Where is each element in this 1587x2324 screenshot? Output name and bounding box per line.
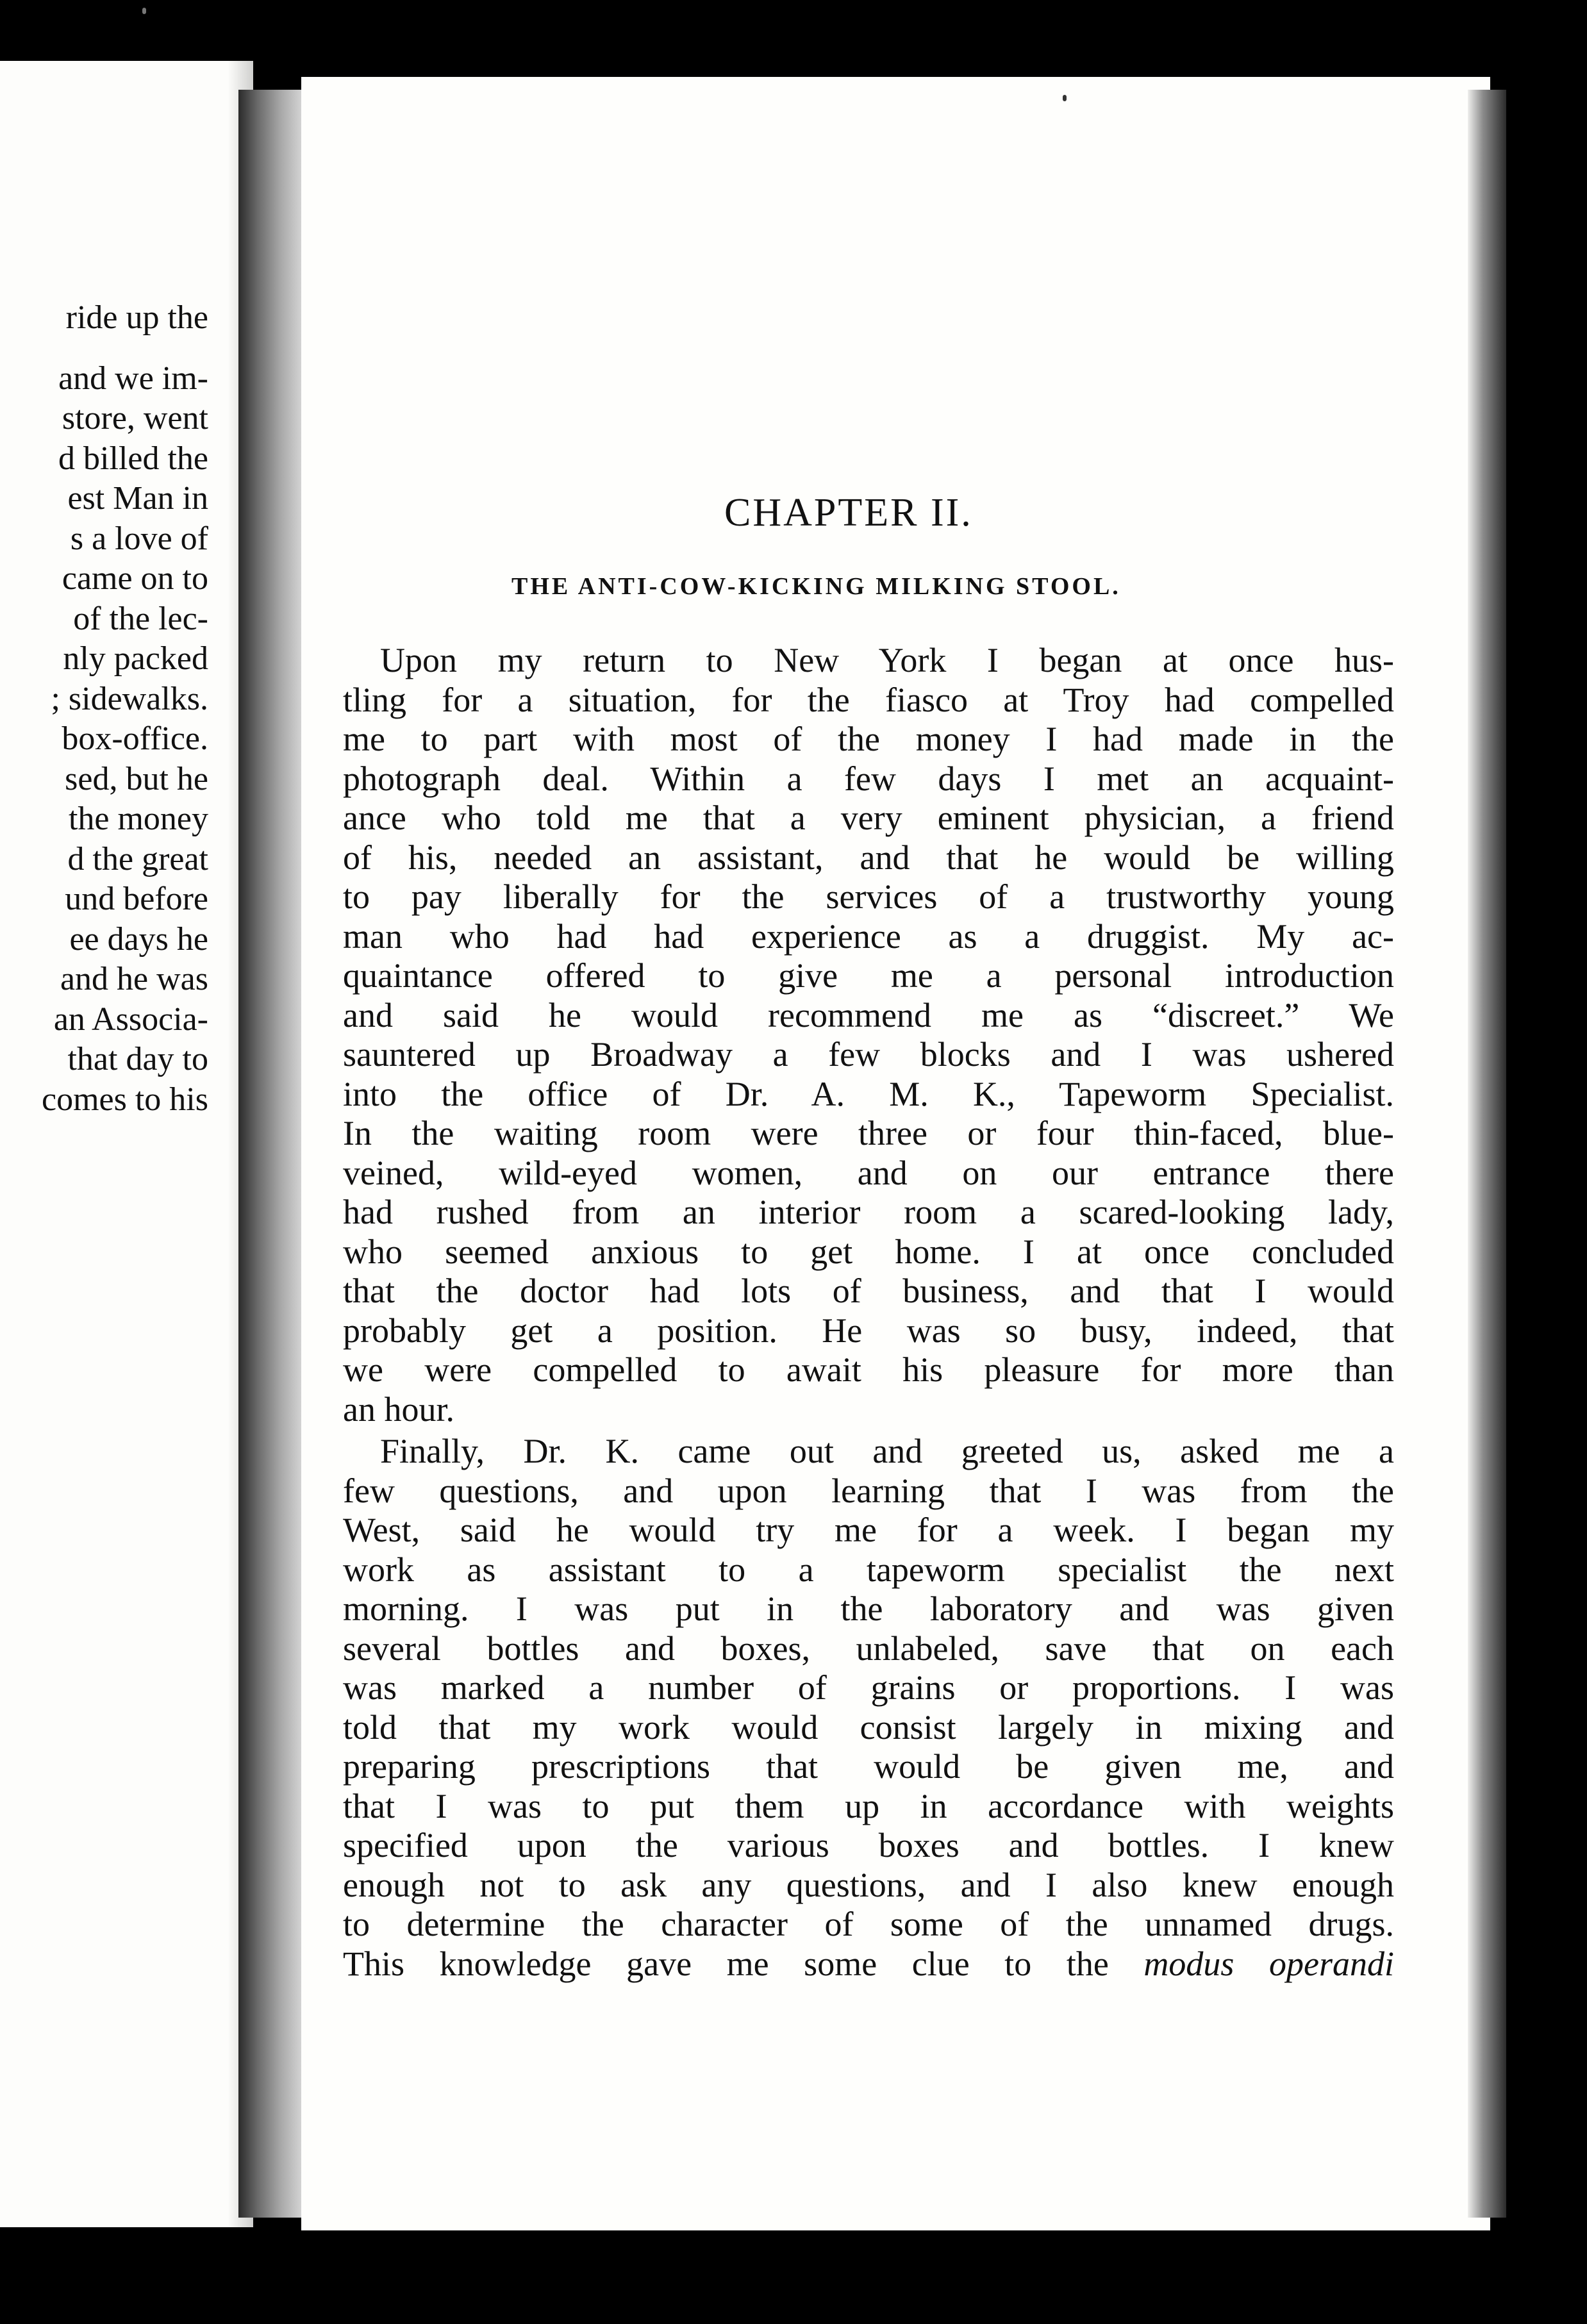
text-line-prefix: This knowledge gave me some clue to the xyxy=(343,1944,1144,1983)
left-line: d the great xyxy=(67,840,208,877)
left-line: nly packed xyxy=(63,640,208,677)
chapter-body xyxy=(343,641,1394,1984)
left-line: an Associa- xyxy=(53,1000,208,1038)
italic-phrase: modus operandi xyxy=(1143,1944,1395,1983)
left-line: comes to his xyxy=(42,1081,208,1118)
text-line: to pay liberally for the services of a trustworthy young xyxy=(343,877,1394,916)
left-line: ; sidewalks. xyxy=(51,680,208,717)
text-line: few questions, and upon learning that I was from the xyxy=(343,1471,1394,1510)
text-line: photograph deal. Within a few days I met an acquaint- xyxy=(343,759,1394,798)
text-line: In the waiting room were three or four thin-faced, blue- xyxy=(343,1114,1394,1152)
left-line: s a love of xyxy=(70,520,208,557)
left-line: sed, but he xyxy=(65,760,208,797)
text-line: me to part with most of the money I had made in the xyxy=(343,720,1394,758)
text-line: enough not to ask any questions, and I also knew enough xyxy=(343,1865,1394,1904)
text-line: Upon my return to New York I began at once hus- xyxy=(380,641,1394,679)
text-line: several bottles and boxes, unlabeled, save that on each xyxy=(343,1629,1394,1668)
text-line: probably get a position. He was so busy, indeed, that xyxy=(343,1311,1394,1350)
text-line xyxy=(343,1945,1394,1984)
text-line: told that my work would consist largely in mixing and xyxy=(343,1707,1394,1747)
text-line: of his, needed an assistant, and that he would be willing xyxy=(343,838,1394,877)
left-line: und before xyxy=(65,881,208,917)
left-line: and we im- xyxy=(58,360,208,397)
left-page-text xyxy=(42,298,208,1120)
text-line: an hour. xyxy=(343,1390,454,1429)
left-page xyxy=(0,61,253,2227)
paper-speck xyxy=(142,8,146,14)
page-edge-shadow xyxy=(1468,90,1506,2218)
left-line: that day to xyxy=(67,1041,208,1077)
text-line: Finally, Dr. K. came out and greeted us, asked me a xyxy=(380,1432,1394,1470)
text-line: preparing prescriptions that would be given me, and xyxy=(343,1747,1394,1786)
chapter-subtitle: THE ANTI-COW-KICKING MILKING STOOL. xyxy=(511,573,1121,600)
left-line: ride up the xyxy=(65,299,208,336)
text-line: had rushed from an interior room a scared-looking lady, xyxy=(343,1193,1394,1231)
text-line: into the office of Dr. A. M. K., Tapeworm Specialist. xyxy=(343,1074,1394,1113)
left-line: d billed the xyxy=(58,440,208,477)
text-line: tling for a situation, for the fiasco at Troy had compelled xyxy=(343,680,1394,719)
left-line: ee days he xyxy=(69,920,208,958)
text-line: work as assistant to a tapeworm specialist the next xyxy=(343,1550,1394,1589)
left-line: est Man in xyxy=(67,480,208,517)
text-line: who seemed anxious to get home. I at once concluded xyxy=(343,1232,1394,1271)
left-line: came on to xyxy=(62,560,208,597)
left-line: of the lec- xyxy=(73,600,208,637)
left-line: the money xyxy=(68,801,208,837)
left-line: and he was xyxy=(60,961,208,997)
text-line: specified upon the various boxes and bottles. I knew xyxy=(343,1826,1394,1864)
text-line: to determine the character of some of the unnamed drugs. xyxy=(343,1905,1394,1943)
left-line: store, went xyxy=(62,400,208,436)
text-line: morning. I was put in the laboratory and was given xyxy=(343,1589,1394,1628)
text-line: quaintance offered to give me a personal introduction xyxy=(343,956,1394,995)
text-line: was marked a number of grains or proportions. I was xyxy=(343,1668,1394,1707)
text-line: veined, wild-eyed women, and on our entrance there xyxy=(343,1153,1394,1192)
text-line: sauntered up Broadway a few blocks and I was ushered xyxy=(343,1035,1394,1074)
text-line: man who had had experience as a druggist. My ac- xyxy=(343,917,1394,956)
chapter-title: CHAPTER II. xyxy=(724,491,973,535)
text-line: ance who told me that a very eminent physician, a friend xyxy=(343,799,1394,837)
text-line: and said he would recommend me as “discreet.” We xyxy=(343,995,1394,1034)
left-line: box-office. xyxy=(62,720,208,757)
text-line: we were compelled to await his pleasure for more than xyxy=(343,1350,1394,1389)
text-line: that I was to put them up in accordance with weights xyxy=(343,1786,1394,1825)
text-line: that the doctor had lots of business, and that I would xyxy=(343,1272,1394,1310)
paper-speck xyxy=(1063,95,1067,101)
text-line: West, said he would try me for a week. I began my xyxy=(343,1511,1394,1549)
